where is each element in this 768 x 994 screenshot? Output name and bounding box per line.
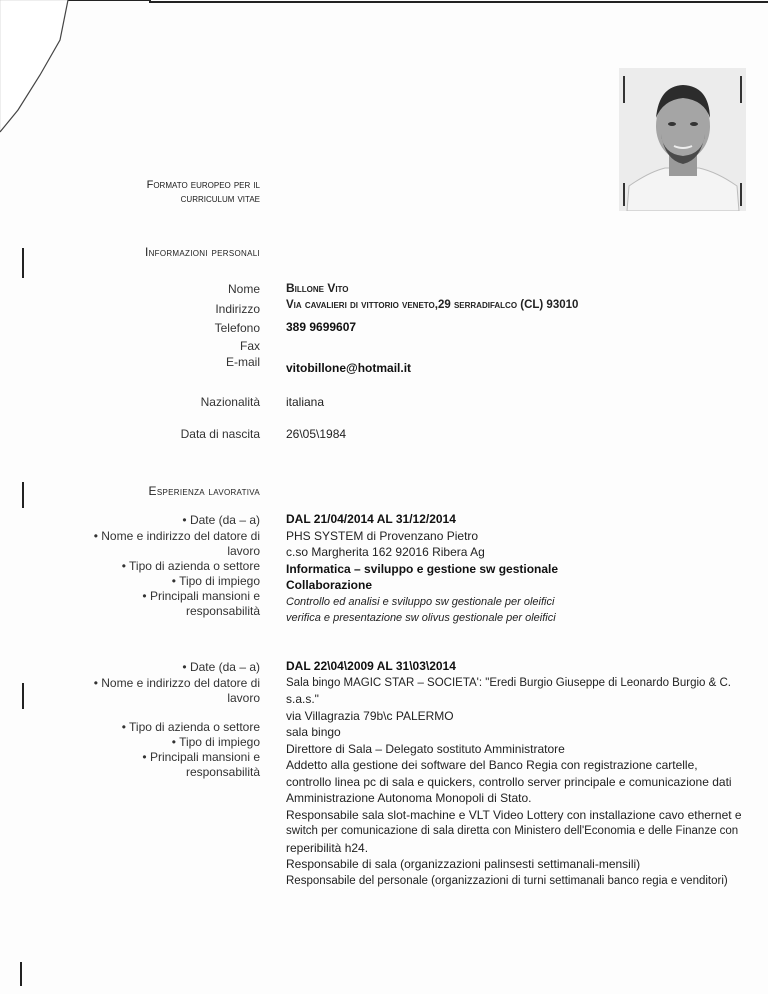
job-1-details	[286, 511, 756, 627]
margin-mark	[22, 683, 24, 709]
portrait-illustration	[619, 68, 746, 211]
job-type-label: • Tipo di impiego	[171, 735, 260, 749]
job-1-duty-line-2: verifica e presentazione sw olivus gestionale per oleifici	[286, 612, 556, 624]
dates-label: • Date (da – a)	[182, 660, 260, 674]
sector-label: • Tipo di azienda o settore	[121, 720, 260, 734]
address-value: Via cavalieri di vittorio veneto,29 serradifalco (CL) 93010	[286, 299, 579, 311]
sector-label: • Tipo di azienda o settore	[121, 559, 260, 573]
job-2-line: Responsabile del personale (organizzazioni di turni settimanali banco regia e venditori)	[286, 874, 728, 887]
job-2-line: switch per comunicazione di sala diretta con Ministero dell'Economia e delle Finanze con	[286, 825, 739, 837]
margin-mark	[22, 248, 24, 278]
birthdate-value: 26\05\1984	[286, 427, 347, 441]
job-2-line: Direttore di Sala – Delegato sostituto Amministratore	[286, 741, 565, 756]
job-2-line: s.a.s."	[286, 692, 319, 706]
phone-label: Telefono	[214, 321, 260, 335]
duties-label-line-2: responsabilità	[185, 765, 260, 779]
job-1-dates: DAL 21/04/2014 AL 31/12/2014	[286, 512, 456, 526]
fax-label: Fax	[239, 339, 260, 353]
name-value: Billone Vito	[286, 281, 349, 295]
profile-photo	[619, 68, 746, 211]
job-2-line: via Villagrazia 79b\c PALERMO	[286, 708, 454, 723]
job-2-line: sala bingo	[286, 725, 341, 739]
job-2-line: Sala bingo MAGIC STAR – SOCIETA': "Eredi Burgio Giuseppe di Leonardo Burgio & C.	[286, 676, 731, 689]
title-line-1: Formato europeo per il	[146, 179, 260, 191]
employer-label-line-1: • Nome e indirizzo del datore di	[93, 676, 260, 690]
duties-label-line-1: • Principali mansioni e	[142, 750, 260, 764]
job-1-job-type: Collaborazione	[286, 578, 373, 592]
job-2-line: Amministrazione Autonoma Monopoli di Stato.	[286, 791, 532, 805]
job-2-line: Responsabile sala slot-machine e VLT Video Lottery con installazione cavo ethernet e	[286, 807, 742, 822]
email-value: vitobillone@hotmail.it	[286, 361, 412, 375]
email-label: E-mail	[225, 355, 260, 369]
document-title	[120, 178, 260, 206]
duties-label-line-1: • Principali mansioni e	[142, 589, 260, 603]
nationality-value: italiana	[286, 395, 325, 409]
name-label: Nome	[227, 282, 260, 296]
job-2-dates: DAL 22\04\2009 AL 31\03\2014	[286, 659, 456, 673]
job-2-details	[286, 658, 756, 889]
job-2-line: reperibilità h24.	[286, 840, 369, 855]
job-1-duty-line-1: Controllo ed analisi e sviluppo sw gestionale per oleifici	[286, 595, 555, 608]
duties-label-line-2: responsabilità	[185, 604, 260, 618]
job-2-line: Addetto alla gestione dei software del Banco Regia con registrazione cartelle,	[286, 758, 698, 772]
margin-mark	[22, 482, 24, 508]
margin-mark	[20, 962, 22, 986]
job-type-label: • Tipo di impiego	[171, 574, 260, 588]
job-1-employer-line-2: c.so Margherita 162 92016 Ribera Ag	[286, 545, 485, 559]
employer-label-line-1: • Nome e indirizzo del datore di	[93, 529, 260, 543]
job-2-line: controllo linea pc di sala e quickers, controllo server principale e comunicazione dati	[286, 774, 732, 789]
phone-value: 389 9699607	[286, 320, 357, 334]
employer-label-line-2: lavoro	[227, 691, 260, 705]
title-line-2: curriculum vitae	[180, 193, 260, 205]
job-1-employer-line-1: PHS SYSTEM di Provenzano Pietro	[286, 528, 479, 543]
job-2-line: Responsabile di sala (organizzazioni palinsesti settimanali-mensili)	[286, 857, 641, 871]
work-experience-section-title: Esperienza lavorativa	[148, 484, 260, 498]
birthdate-label: Data di nascita	[180, 427, 260, 441]
nationality-label: Nazionalità	[200, 395, 260, 409]
personal-info-section-title: Informazioni personali	[144, 245, 260, 259]
dates-label: • Date (da – a)	[182, 513, 260, 527]
job-1-sector: Informatica – sviluppo e gestione sw gestionale	[286, 561, 559, 576]
address-label: Indirizzo	[215, 302, 260, 316]
employer-label-line-2: lavoro	[227, 544, 260, 558]
